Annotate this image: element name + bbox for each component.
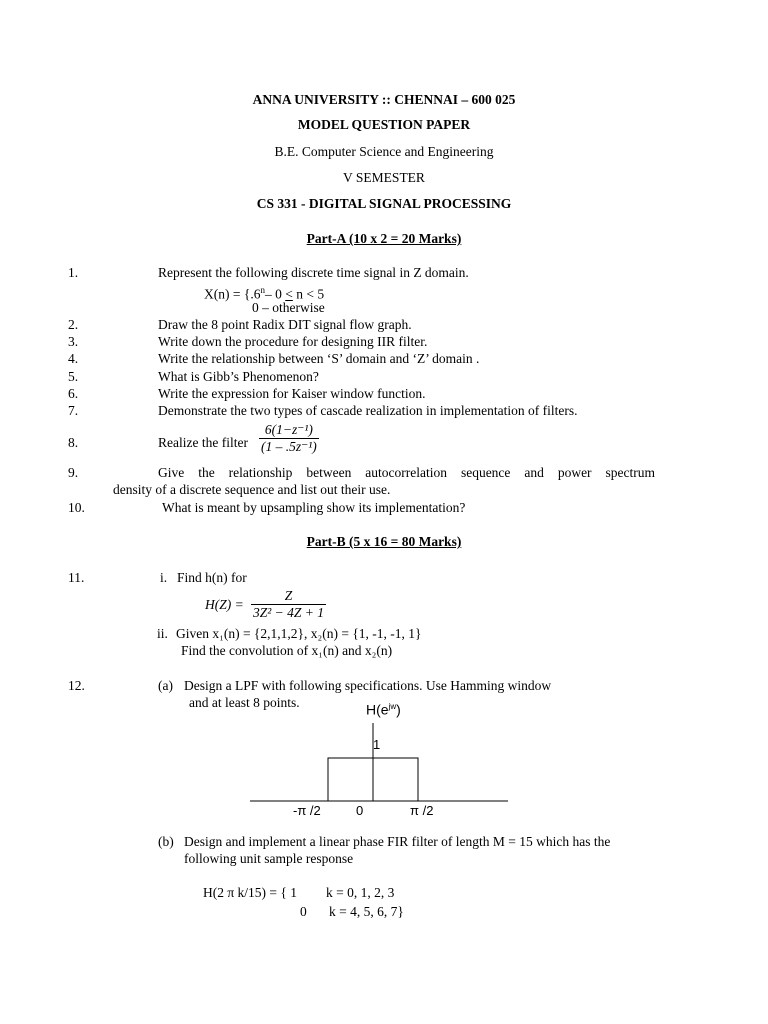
- magnitude-label: 1: [373, 737, 381, 752]
- degree-line: B.E. Computer Science and Engineering: [274, 144, 494, 159]
- figure-title: $H(e^{jw})$: [366, 701, 401, 718]
- subpart-label: (b): [158, 834, 174, 849]
- question-number: 4.: [68, 351, 79, 366]
- question-text-continued: density of a discrete sequence and list out their use.: [113, 482, 391, 497]
- question-text: Write the expression for Kaiser window function.: [158, 386, 426, 401]
- sample-response-range-2: k = 4, 5, 6, 7}: [329, 904, 404, 919]
- question-number: 2.: [68, 317, 79, 332]
- subpart-text: Design a LPF with following specifications. Use Hamming window: [184, 678, 552, 693]
- question-number: 3.: [68, 334, 79, 349]
- cutoff-negative-label: -π /2: [293, 803, 321, 818]
- subpart-text-continued: following unit sample response: [184, 851, 354, 866]
- sample-response-zero: 0: [300, 904, 307, 919]
- question-number: 5.: [68, 369, 79, 384]
- fraction-denominator: (1 – .5z⁻¹): [261, 439, 317, 454]
- question-text: Represent the following discrete time signal in Z domain.: [158, 265, 469, 280]
- question-number: 9.: [68, 465, 79, 480]
- question-text: Realize the filter: [158, 435, 248, 450]
- subpart-text: Given x₁(n) = {2,1,1,2}, x₂(n) = {1, -1, -1, 1}: [176, 626, 422, 641]
- cutoff-positive-label: π /2: [410, 803, 434, 818]
- question-text: Write down the procedure for designing IIR filter.: [158, 334, 428, 349]
- frequency-response-plot: [248, 718, 510, 808]
- question-number: 1.: [68, 265, 79, 280]
- transfer-function-fraction: [251, 588, 326, 621]
- question-number: 6.: [68, 386, 79, 401]
- subpart-text-continued: Find the convolution of x₁(n) and x₂(n): [181, 643, 393, 658]
- university-heading: ANNA UNIVERSITY :: CHENNAI – 600 025: [252, 92, 516, 107]
- sample-response-lhs: H(2 π k/15) = { 1: [203, 885, 298, 900]
- question-text: Give the relationship between autocorrelation sequence and power spectrum: [158, 465, 655, 480]
- fraction-numerator: 6(1−z⁻¹): [259, 422, 319, 439]
- subpart-label: ii.: [157, 626, 168, 641]
- question-text: Draw the 8 point Radix DIT signal flow graph.: [158, 317, 412, 332]
- fraction-numerator: Z: [251, 588, 326, 605]
- question-number: 10.: [68, 500, 85, 515]
- question-text: What is meant by upsampling show its implementation?: [162, 500, 466, 515]
- subpart-label: (a): [158, 678, 173, 693]
- subpart-label: i.: [160, 570, 168, 585]
- subpart-text-continued: and at least 8 points.: [189, 695, 300, 710]
- subpart-text: Design and implement a linear phase FIR filter of length M = 15 which has the: [184, 834, 611, 849]
- origin-label: 0: [356, 803, 364, 818]
- sample-response-range-1: k = 0, 1, 2, 3: [326, 885, 395, 900]
- question-number: 7.: [68, 403, 79, 418]
- question-text: What is Gibb’s Phenomenon?: [158, 369, 319, 384]
- question-number: 8.: [68, 435, 79, 450]
- signal-otherwise: 0 – otherwise: [252, 300, 325, 315]
- question-text: Write the relationship between ‘S’ domain and ‘Z’ domain .: [158, 351, 480, 366]
- part-b-title: Part-B (5 x 16 = 80 Marks): [306, 534, 462, 549]
- filter-fraction: [259, 422, 319, 455]
- question-text: Demonstrate the two types of cascade realization in implementation of filters.: [158, 403, 578, 418]
- question-number: 11.: [68, 570, 85, 585]
- semester-line: V SEMESTER: [343, 170, 425, 185]
- transfer-function-lhs: H(Z) =: [205, 597, 244, 612]
- part-a-title: Part-A (10 x 2 = 20 Marks): [306, 231, 462, 246]
- question-number: 12.: [68, 678, 85, 693]
- paper-type-heading: MODEL QUESTION PAPER: [297, 117, 471, 132]
- signal-equation: $X(n) = \{.6^n-$ 0 < n < 5: [204, 285, 325, 302]
- subpart-text: Find h(n) for: [177, 570, 247, 585]
- course-title: CS 331 - DIGITAL SIGNAL PROCESSING: [256, 196, 512, 211]
- fraction-denominator: 3Z² − 4Z + 1: [253, 605, 325, 620]
